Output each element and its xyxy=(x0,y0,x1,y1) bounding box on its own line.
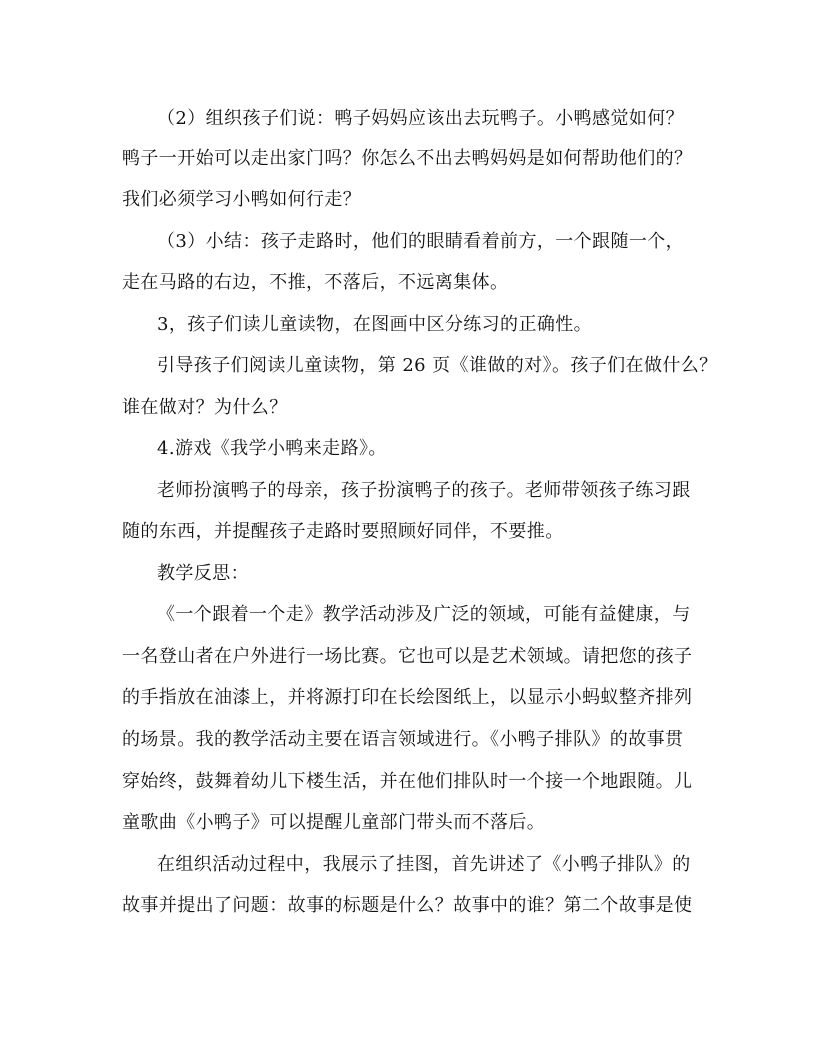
section-heading: 教学反思： xyxy=(157,563,249,584)
paragraph-line: （3）小结：孩子走路时，他们的眼睛看着前方，一个跟随一个， xyxy=(157,231,685,252)
paragraph-line: 4.游戏《我学小鸭来走路》。 xyxy=(157,438,387,459)
paragraph-line: 在组织活动过程中，我展示了挂图，首先讲述了《小鸭子排队》的 xyxy=(157,854,691,875)
paragraph-line: 随的东西，并提醒孩子走路时要照顾好同伴，不要推。 xyxy=(122,521,564,542)
paragraph-line: 故事并提出了问题：故事的标题是什么？故事中的谁？第二个故事是使 xyxy=(122,895,693,916)
paragraph-line: 我们必须学习小鸭如何行走？ xyxy=(122,189,362,210)
paragraph-line: 《一个跟着一个走》教学活动涉及广泛的领域，可能有益健康，与 xyxy=(157,604,691,625)
paragraph-line: 走在马路的右边，不推，不落后，不远离集体。 xyxy=(122,272,509,293)
paragraph-line: 童歌曲《小鸭子》可以提醒儿童部门带头而不落后。 xyxy=(122,812,546,833)
paragraph-line: 一名登山者在户外进行一场比赛。它也可以是艺术领域。请把您的孩子 xyxy=(122,646,693,667)
paragraph-line: 鸭子一开始可以走出家门吗？你怎么不出去鸭妈妈是如何帮助他们的？ xyxy=(122,148,693,169)
paragraph-line: 谁在做对？为什么？ xyxy=(122,397,288,418)
paragraph-line: 老师扮演鸭子的母亲，孩子扮演鸭子的孩子。老师带领孩子练习跟 xyxy=(157,480,691,501)
paragraph-line: 的手指放在油漆上，并将源打印在长绘图纸上，以显示小蚂蚁整齐排列 xyxy=(122,687,693,708)
paragraph-line: 3，孩子们读儿童读物，在图画中区分练习的正确性。 xyxy=(157,314,593,335)
paragraph-line: （2）组织孩子们说：鸭子妈妈应该出去玩鸭子。小鸭感觉如何？ xyxy=(157,108,685,129)
paragraph-line: 引导孩子们阅读儿童读物，第 26 页《谁做的对》。孩子们在做什么？ xyxy=(157,355,718,376)
paragraph-line: 穿始终，鼓舞着幼儿下楼生活，并在他们排队时一个接一个地跟随。儿 xyxy=(122,771,693,792)
paragraph-line: 的场景。我的教学活动主要在语言领域进行。《小鸭子排队》的故事贯 xyxy=(122,729,684,750)
